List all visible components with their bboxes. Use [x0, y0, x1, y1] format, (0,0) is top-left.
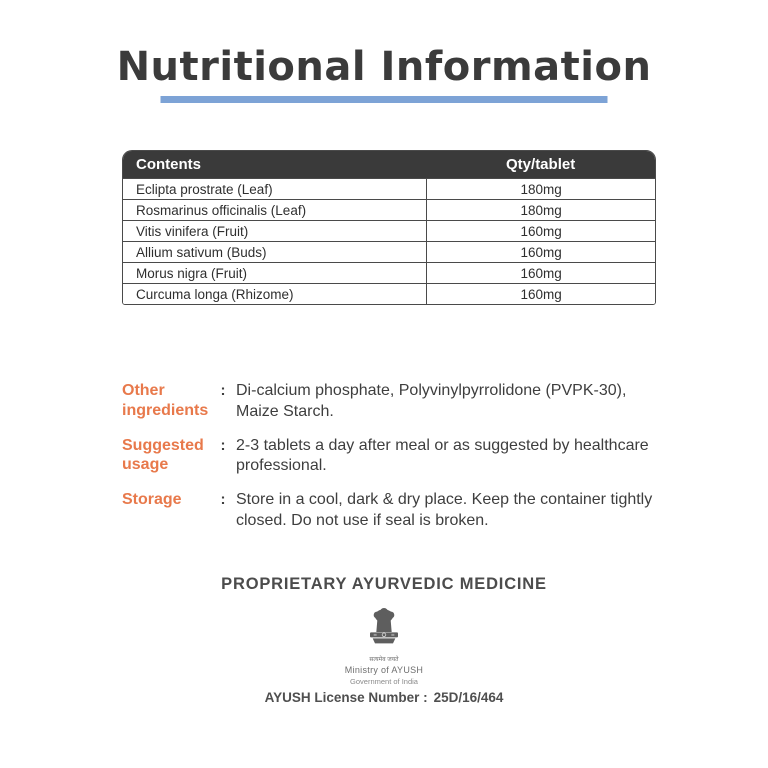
contents-table [122, 150, 656, 305]
ingredient-name: Allium sativum (Buds) [136, 244, 267, 260]
info-separator: : [220, 382, 226, 399]
ingredient-qty: 160mg [426, 242, 655, 262]
title-underline [161, 96, 608, 103]
table-row [123, 220, 655, 241]
info-label: Other ingredients [122, 382, 209, 419]
ingredient-qty: 160mg [426, 263, 655, 283]
ingredient-name: Curcuma longa (Rhizome) [136, 286, 294, 302]
ingredient-name: Vitis vinifera (Fruit) [136, 223, 249, 239]
info-label: Suggested usage [122, 436, 204, 474]
license-label: AYUSH License Number : [264, 690, 428, 705]
info-label: Storage [122, 491, 182, 509]
info-text: 2-3 tablets a day after meal or as suggested by healthcare professional. [236, 436, 649, 475]
table-row [123, 262, 655, 283]
table-header-contents: Contents [136, 156, 201, 173]
table-row [123, 283, 655, 304]
license-number: 25D/16/464 [433, 690, 504, 705]
government-text: Government of India [350, 676, 418, 686]
table-row [123, 241, 655, 262]
ingredient-qty: 180mg [426, 200, 655, 220]
table-header-qty: Qty/tablet [506, 156, 576, 173]
info-separator: : [220, 436, 226, 454]
india-state-emblem-icon [364, 601, 404, 655]
emblem-motto: सत्यमेव जयते [369, 657, 399, 663]
info-row-other-ingredients [122, 381, 662, 423]
ingredient-name: Rosmarinus officinalis (Leaf) [136, 202, 307, 218]
info-text: Di-calcium phosphate, Polyvinylpyrrolidone (PVPK-30), Maize Starch. [236, 382, 627, 420]
table-row [123, 199, 655, 220]
info-text: Store in a cool, dark & dry place. Keep the container tightly closed. Do not use if seal is broken. [236, 491, 653, 529]
info-sections [122, 381, 662, 532]
page-title: Nutritional Information [116, 44, 652, 90]
ingredient-name: Eclipta prostrate (Leaf) [136, 181, 273, 197]
ayush-emblem-block [0, 601, 768, 685]
medicine-type-heading: PROPRIETARY AYURVEDIC MEDICINE [221, 575, 547, 593]
info-row-suggested-usage [122, 436, 662, 478]
table-row [123, 178, 655, 199]
ingredient-name: Morus nigra (Fruit) [136, 265, 248, 281]
license-line [0, 690, 768, 705]
info-separator: : [220, 491, 226, 509]
info-row-storage [122, 490, 662, 532]
ingredient-qty: 180mg [426, 179, 655, 199]
ministry-text: Ministry of AYUSH [344, 665, 424, 675]
ingredient-qty: 160mg [426, 221, 655, 241]
table-header-row [123, 151, 655, 178]
ingredient-qty: 160mg [426, 284, 655, 304]
